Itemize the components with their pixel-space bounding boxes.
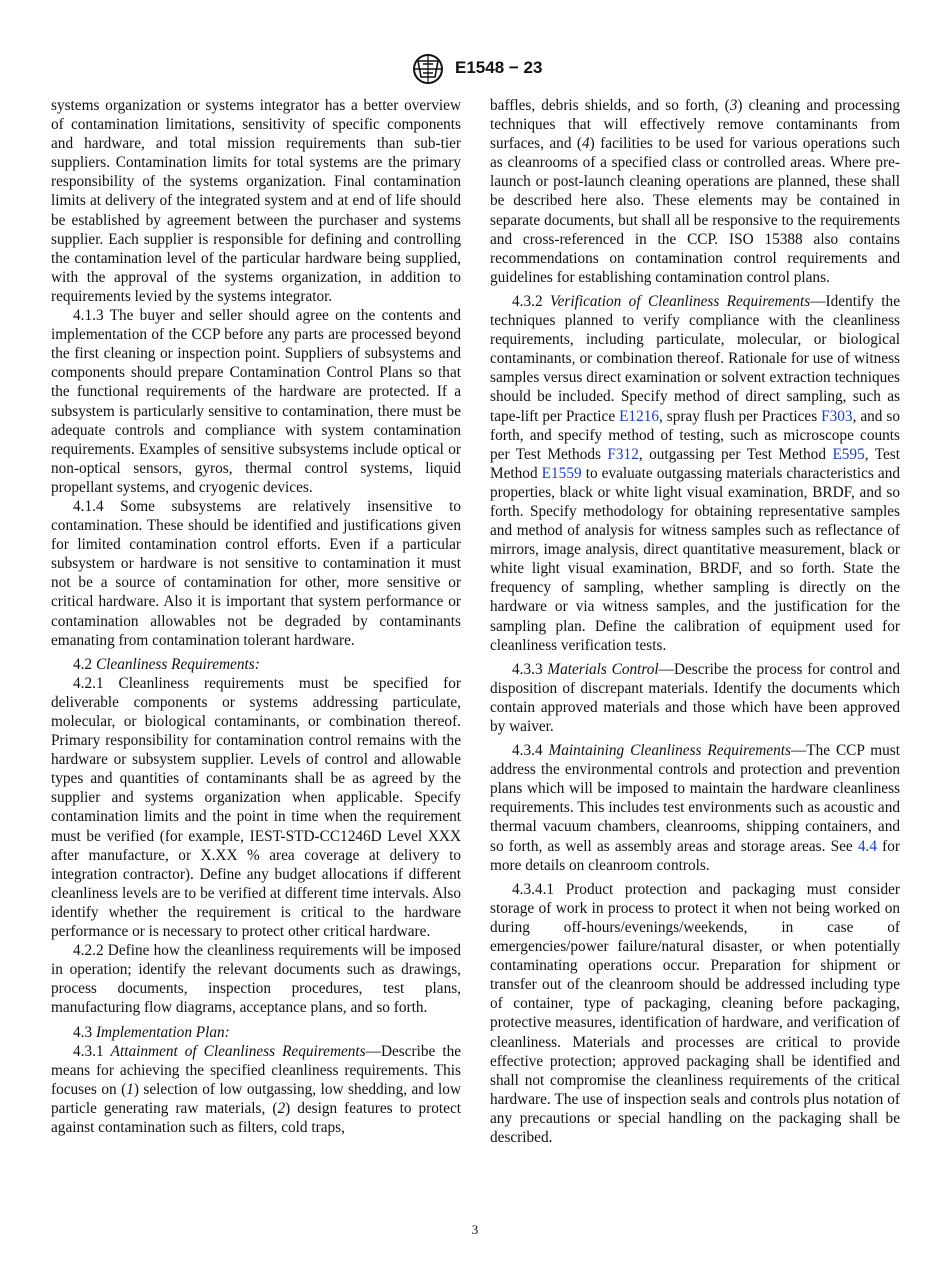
link-e595[interactable]: E595 <box>832 445 865 463</box>
paragraph-continued: baffles, debris shields, and so forth, (3) cleaning and processing techniques that will effectively remove contaminants from surfaces, and (4) facilities to be used for various operations such as cleanrooms of a specified class or controlled areas. Where pre-launch or post-launch cleaning operations are planned, these shall be described here also. These elements may be contained in separate documents, but shall all be responsive to the requirements and cross-referenced in the CCP. ISO 15388 also contains recommendations on contamination control requirements and guidelines for establishing contamination control plans. <box>490 97 901 286</box>
link-e1216[interactable]: E1216 <box>619 407 660 425</box>
paragraph-4-3-1: 4.3.1 Attainment of Cleanliness Requirements—Describe the means for achieving the specified cleanliness requirements. This focuses on (1) selection of low outgassing, low shedding, and low particle generating raw materials, (2) design features to protect against contamination such as filters, cold traps, <box>51 1042 462 1136</box>
right-column <box>490 96 900 1147</box>
section-title: Cleanliness Requirements: <box>95 655 260 673</box>
paragraph-4-3-4-1: 4.3.4.1 Product protection and packaging must consider storage of work in process to protect it when not being worked on during off-hours/evenings/weekends, in case of emergencies/power failure/natural disaster, or when potentially contaminating operations occur. Preparation for shipment or transfer out of the cleanroom should be addressed including type of container, type of packaging, cleaning before packaging, protective measures, identification of hardware, and verification of cleanliness. Materials and processes are critical to provide effective protection; approved packaging shall be identified and shall not compromise the cleanliness requirements of the critical hardware. The use of inspection seals and controls plus notation of any precautions or special handling on the packaging shall be described. <box>490 880 900 1146</box>
astm-logo-icon <box>409 52 447 86</box>
paragraph-4-3-3: 4.3.3 Materials Control—Describe the process for control and disposition of discrepant materials. Identify the documents which contain approved materials and those which have been approved by waiver. <box>490 660 900 735</box>
section-heading-4-2: 4.2 Cleanliness Requirements: <box>73 655 260 673</box>
paragraph-4-2-1: 4.2.1 Cleanliness requirements must be specified for deliverable components or systems addressing particulate, molecular, or biological contaminants, or combination thereof. Primary responsibility for contamination control remains with the hardware or subsystem supplier. Levels of control and allowable types and quantities of contaminants shall be as agreed by the supplier and systems organization when applicable. Specify contamination limits and the point in time when the requirement must be verified (for example, IEST-STD-CC1246D Level XXX after manufacture, or X.XX % area coverage at delivery to integration contractor). Define any budget allocations if different cleanliness levels are to be verified at different time intervals. Also identify whether the requirement is critical to the hardware performance or is necessary to protect other critical hardware. <box>51 674 461 941</box>
page-number: 3 <box>471 1222 479 1237</box>
paragraph-continued: systems organization or systems integrator has a better overview of contamination limitations, sensitivity of specific components and hardware, and total mission requirements than sub-tier suppliers. Contamination limits for total systems are the primary responsibility of the systems organization. Final contamination limits at delivery of the integrated system and at end of life should be established by agreement between the purchaser and systems supplier. Each supplier is responsible for defining and controlling the contamination level of the particular hardware being supplied, with the approval of the systems organization, in addition to requirements levied by the systems integrator. <box>51 97 461 305</box>
document-id: E1548 − 23 <box>455 58 543 77</box>
left-column <box>51 96 461 1137</box>
link-f312[interactable]: F312 <box>607 445 639 463</box>
link-e1559[interactable]: E1559 <box>541 464 582 482</box>
link-section-4-4[interactable]: 4.4 <box>857 837 877 855</box>
paragraph-4-3-2: 4.3.2 Verification of Cleanliness Requirements—Identify the techniques planned to verify compliance with the cleanliness requirements, including particulate, molecular, or biological contaminants, or combination thereof. Rationale for use of witness samples versus direct examination or solvent extraction techniques should be included. Specify method of direct sampling, such as tape-lift per Practice E1216, spray flush per Practices F303, and so forth, and specify method of testing, such as microscope counts per Test Methods F312, outgassing per Test Method E595, Test Method E1559 to evaluate outgassing materials characteristics and properties, black or white light visual examination, BRDF, and so forth. Specify methodology for obtaining representative samples and method of analysis for witness samples such as reflectance of mirrors, image analysis, direct quantitative measurement, black or white light visual examination, BRDF, and so forth. State the frequency of sampling, whether sampling is directly on the hardware or via witness samples, and the justification for the sampling plan. Define the calibration of equipment used for cleanliness verification tests. <box>490 292 900 654</box>
section-heading-4-3: 4.3 Implementation Plan: <box>73 1023 230 1041</box>
paragraph-4-2-2: 4.2.2 Define how the cleanliness requirements will be imposed in operation; identify the relevant documents such as drawings, process documents, inspection procedures, test plans, manufacturing flow diagrams, acceptance plans, and so forth. <box>51 942 461 1017</box>
paragraph-4-1-3: 4.1.3 The buyer and seller should agree on the contents and implementation of the CCP before any parts are processed beyond the first cleaning or inspection point. Suppliers of subsystems and components should prepare Contamination Control Plans so that the functional requirements of the hardware are protected. If a subsystem is particularly sensitive to contamination, there must be adequate controls and compliance with system contamination requirements. Examples of sensitive subsystems include optical or non-optical sensors, gyros, thermal control systems, liquid propellant systems, and cryogenic devices. <box>51 307 461 496</box>
paragraph-4-3-4: 4.3.4 Maintaining Cleanliness Requirements—The CCP must address the environmental controls and protection and prevention plans which will be imposed to maintain the hardware cleanliness requirements. This includes test environments such as acoustic and thermal vacuum chambers, cleanrooms, shipping containers, and so forth, as well as assembly areas and storage areas. See 4.4 for more details on cleanroom controls. <box>490 742 900 874</box>
paragraph-4-1-4: 4.1.4 Some subsystems are relatively insensitive to contamination. These should be identified and justifications given for limited contamination control efforts. Even if a particular subsystem or hardware is not sensitive to contamination it must not be a source of contamination for other, more sensitive or critical hardware. Also it is important that system performance or contamination allowables not be degraded by contaminants emanating from contamination tolerant hardware. <box>51 497 461 649</box>
link-f303[interactable]: F303 <box>821 407 853 425</box>
section-title: Implementation Plan: <box>95 1023 230 1041</box>
